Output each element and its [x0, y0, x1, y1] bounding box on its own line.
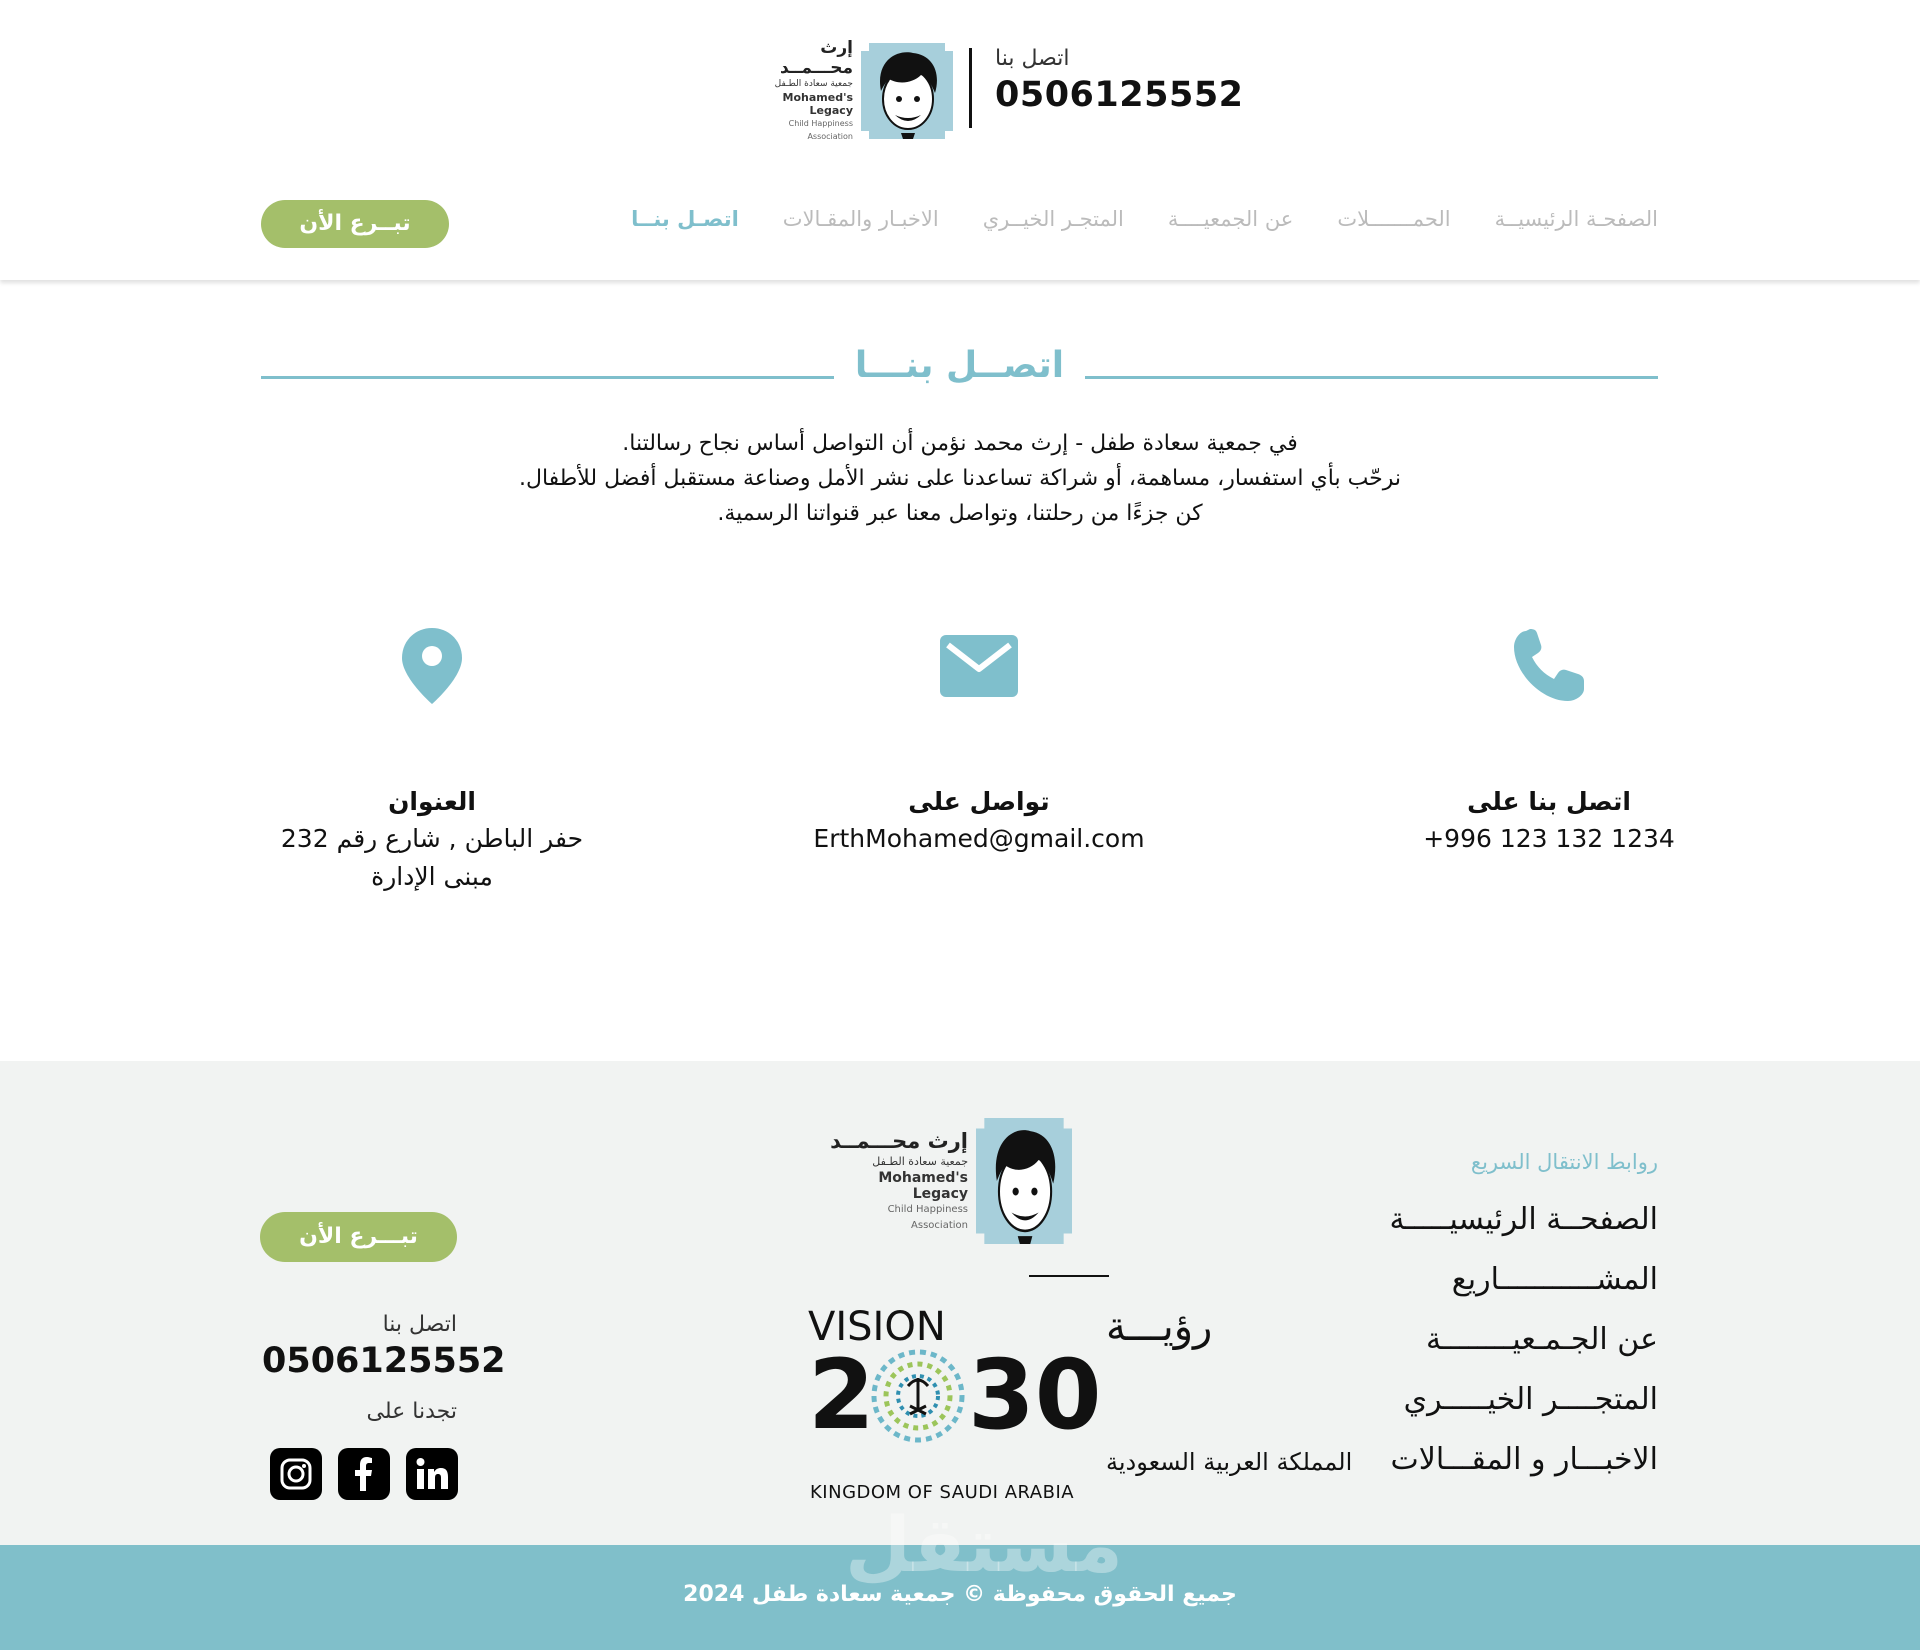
nav-item-campaigns[interactable]: الحمـــــــلات — [1337, 207, 1451, 231]
nav-item-about[interactable]: عن الجمعيــــة — [1167, 207, 1294, 231]
contact-email-title: تواصل على — [908, 787, 1050, 816]
contact-phone-title: اتصل بنا على — [1467, 787, 1631, 816]
instagram-icon[interactable] — [270, 1448, 322, 1500]
quick-links-title: روابط الانتقال السريع — [1470, 1150, 1658, 1174]
vision-kingdom-en: KINGDOM OF SAUDI ARABIA — [810, 1482, 1075, 1503]
address-line: مبنى الإدارة — [371, 862, 493, 891]
vision-year-right: 30 — [968, 1339, 1102, 1451]
footer-find-us-label: تجدنا على — [366, 1399, 457, 1424]
portrait-logo-icon — [861, 43, 953, 139]
logo-ar-sub: جمعية سعادة الطـفل — [872, 1155, 968, 1168]
logo-wordmark — [748, 38, 853, 143]
header-contact — [995, 46, 1244, 115]
contact-phone-block — [1369, 625, 1729, 858]
vision-emblem-icon — [874, 1352, 962, 1440]
quick-link-about[interactable]: عن الجـمـعيــــــــة — [1426, 1322, 1658, 1357]
linkedin-icon[interactable] — [406, 1448, 458, 1500]
main-nav — [587, 207, 1658, 231]
mail-icon — [940, 633, 1018, 699]
vision-year-left: 2 — [808, 1339, 875, 1451]
address-line: حفر الباطن , شارع رقم 232 — [280, 824, 584, 853]
footer-donate-button[interactable]: تبـــرع الأن — [260, 1212, 457, 1262]
logo-ar-name: إرث محـــمــد — [779, 38, 853, 78]
quick-link-news[interactable]: الاخبـــار و المقـــالات — [1390, 1442, 1658, 1477]
contact-phone-value[interactable]: +996 123 132 1234 — [1423, 824, 1675, 853]
footer-portrait-logo-icon — [976, 1118, 1072, 1244]
vision-en: VISION — [808, 1304, 946, 1350]
vision-ar: رؤيـــة — [1106, 1304, 1213, 1350]
footer-quick-links — [1389, 1150, 1658, 1490]
contact-address-value — [252, 820, 612, 896]
nav-item-news[interactable]: الاخبـار والمقـالات — [782, 207, 939, 231]
header-phone[interactable]: 0506125552 — [995, 75, 1244, 115]
logo-en-sub: Child Happiness Association — [788, 119, 853, 141]
facebook-icon[interactable] — [338, 1448, 390, 1500]
footer-logo-wordmark — [828, 1128, 968, 1234]
donate-button[interactable]: تبــرع الأن — [261, 200, 449, 248]
quick-link-store[interactable]: المتجــــر الخيـــــري — [1403, 1382, 1658, 1417]
footer-contact-label: اتصل بنا — [382, 1312, 457, 1337]
footer-phone[interactable]: 0506125552 — [262, 1341, 506, 1381]
quick-link-home[interactable]: الصفحــة الرئيسيـــــة — [1389, 1202, 1658, 1237]
nav-item-home[interactable]: الصفحـة الرئيسيــة — [1494, 207, 1658, 231]
intro-line: كن جزءًا من رحلتنا، وتواصل معنا عبر قنواتنا الرسمية. — [717, 501, 1203, 526]
contact-email-block — [799, 625, 1159, 858]
logo-ar-sub: جمعية سعادة الطـفل — [774, 79, 853, 89]
vision-divider — [1029, 1275, 1109, 1277]
logo-ar-name: إرث محـــمــد — [830, 1129, 968, 1153]
vision-2030-logo — [808, 1298, 1353, 1504]
footer-contact — [262, 1312, 506, 1424]
section-heading — [261, 345, 1658, 395]
page-title: اتصــل بنـــا — [854, 345, 1065, 386]
location-pin-icon — [402, 628, 462, 704]
nav-item-store[interactable]: المتجـر الخيــري — [982, 207, 1124, 231]
quick-link-projects[interactable]: المشـــــــــــاريع — [1451, 1262, 1658, 1297]
logo-en-name: Mohamed's Legacy — [782, 91, 853, 117]
contact-email-value[interactable]: ErthMohamed@gmail.com — [813, 824, 1145, 853]
header-contact-label: اتصل بنا — [995, 46, 1070, 71]
copyright-text: جميع الحقوق محفوظة © جمعية سعادة طفل 2024 — [683, 1582, 1237, 1607]
intro-line: نرحّب بأي استفسار، مساهمة، أو شراكة تساعدنا على نشر الأمل وصناعة مستقبل أفضل للأطفال. — [518, 466, 1402, 491]
header-logo[interactable] — [748, 38, 953, 143]
contact-address-title: العنوان — [388, 787, 476, 816]
vision-kingdom-ar: المملكة العربية السعودية — [1106, 1448, 1353, 1476]
social-links — [270, 1448, 458, 1500]
footer-logo[interactable] — [828, 1118, 1072, 1244]
nav-item-contact[interactable]: اتصـل بنــا — [631, 207, 739, 231]
logo-en-sub: Child Happiness Association — [887, 1204, 968, 1231]
intro-text — [400, 426, 1520, 531]
watermark: مستقل — [845, 1500, 1123, 1589]
intro-line: في جمعية سعادة طفل - إرث محمد نؤمن أن التواصل أساس نجاح رسالتنا. — [622, 431, 1298, 456]
phone-icon — [1510, 627, 1588, 705]
contact-address-block — [252, 625, 612, 896]
logo-en-name: Mohamed's Legacy — [878, 1170, 968, 1202]
header-divider — [969, 48, 972, 128]
